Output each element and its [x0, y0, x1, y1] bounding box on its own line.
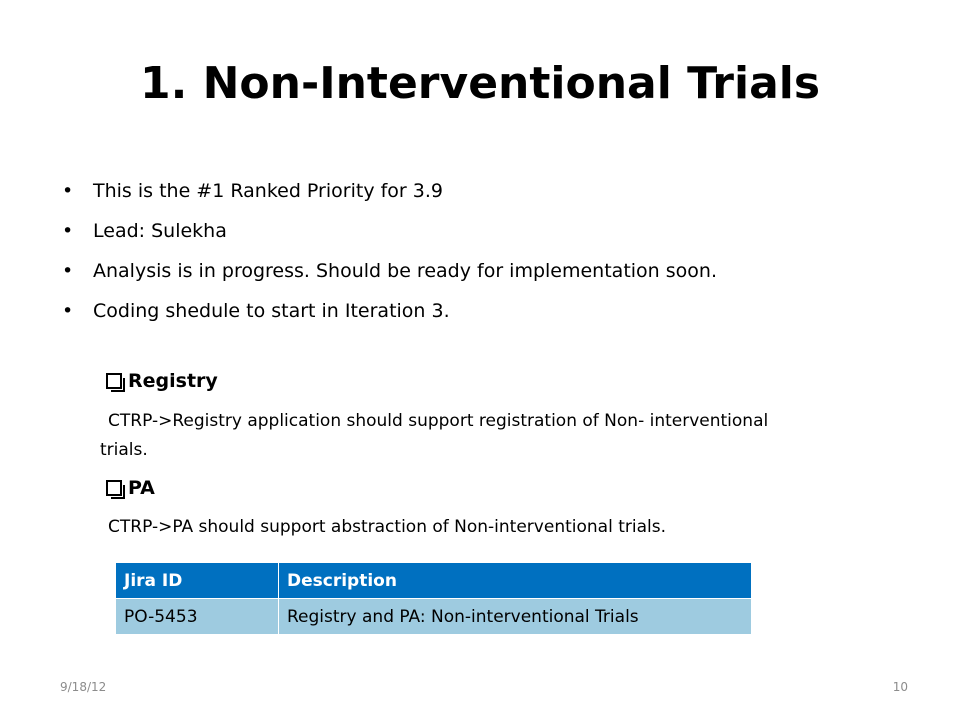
bullet-item	[62, 296, 922, 336]
column-header-description: Description	[279, 563, 752, 599]
registry-description-line1: CTRP->Registry application should support registration of Non- interventional	[108, 411, 769, 431]
bullet-list	[62, 176, 922, 336]
registry-heading-label: Registry	[128, 370, 218, 392]
bullet-item	[62, 216, 922, 256]
pa-heading-label: PA	[128, 477, 155, 499]
table-header-row	[116, 563, 752, 599]
registry-description-line2: trials.	[100, 440, 148, 460]
description-cell: Registry and PA: Non-interventional Trials	[279, 599, 752, 635]
bullet-dot-icon: •	[62, 180, 74, 202]
bullet-text: Lead: Sulekha	[93, 220, 227, 242]
pa-description: CTRP->PA should support abstraction of Non-interventional trials.	[108, 517, 666, 537]
bullet-item	[62, 176, 922, 216]
jira-table	[115, 562, 752, 635]
jira-id-cell: PO-5453	[116, 599, 279, 635]
bullet-dot-icon: •	[62, 220, 74, 242]
registry-heading	[106, 370, 218, 392]
bullet-text: This is the #1 Ranked Priority for 3.9	[93, 180, 443, 202]
checkbox-square-icon	[106, 373, 122, 389]
slide-title: 1. Non-Interventional Trials	[139, 58, 821, 109]
checkbox-square-icon	[106, 480, 122, 496]
pa-heading	[106, 477, 155, 499]
table-row	[116, 599, 752, 635]
page-number: 10	[892, 680, 908, 694]
bullet-dot-icon: •	[62, 300, 74, 322]
bullet-item	[62, 256, 922, 296]
bullet-text: Analysis is in progress. Should be ready for implementation soon.	[93, 260, 717, 282]
column-header-jira-id: Jira ID	[116, 563, 279, 599]
bullet-dot-icon: •	[62, 260, 74, 282]
footer-date: 9/18/12	[60, 680, 107, 694]
bullet-text: Coding shedule to start in Iteration 3.	[93, 300, 450, 322]
